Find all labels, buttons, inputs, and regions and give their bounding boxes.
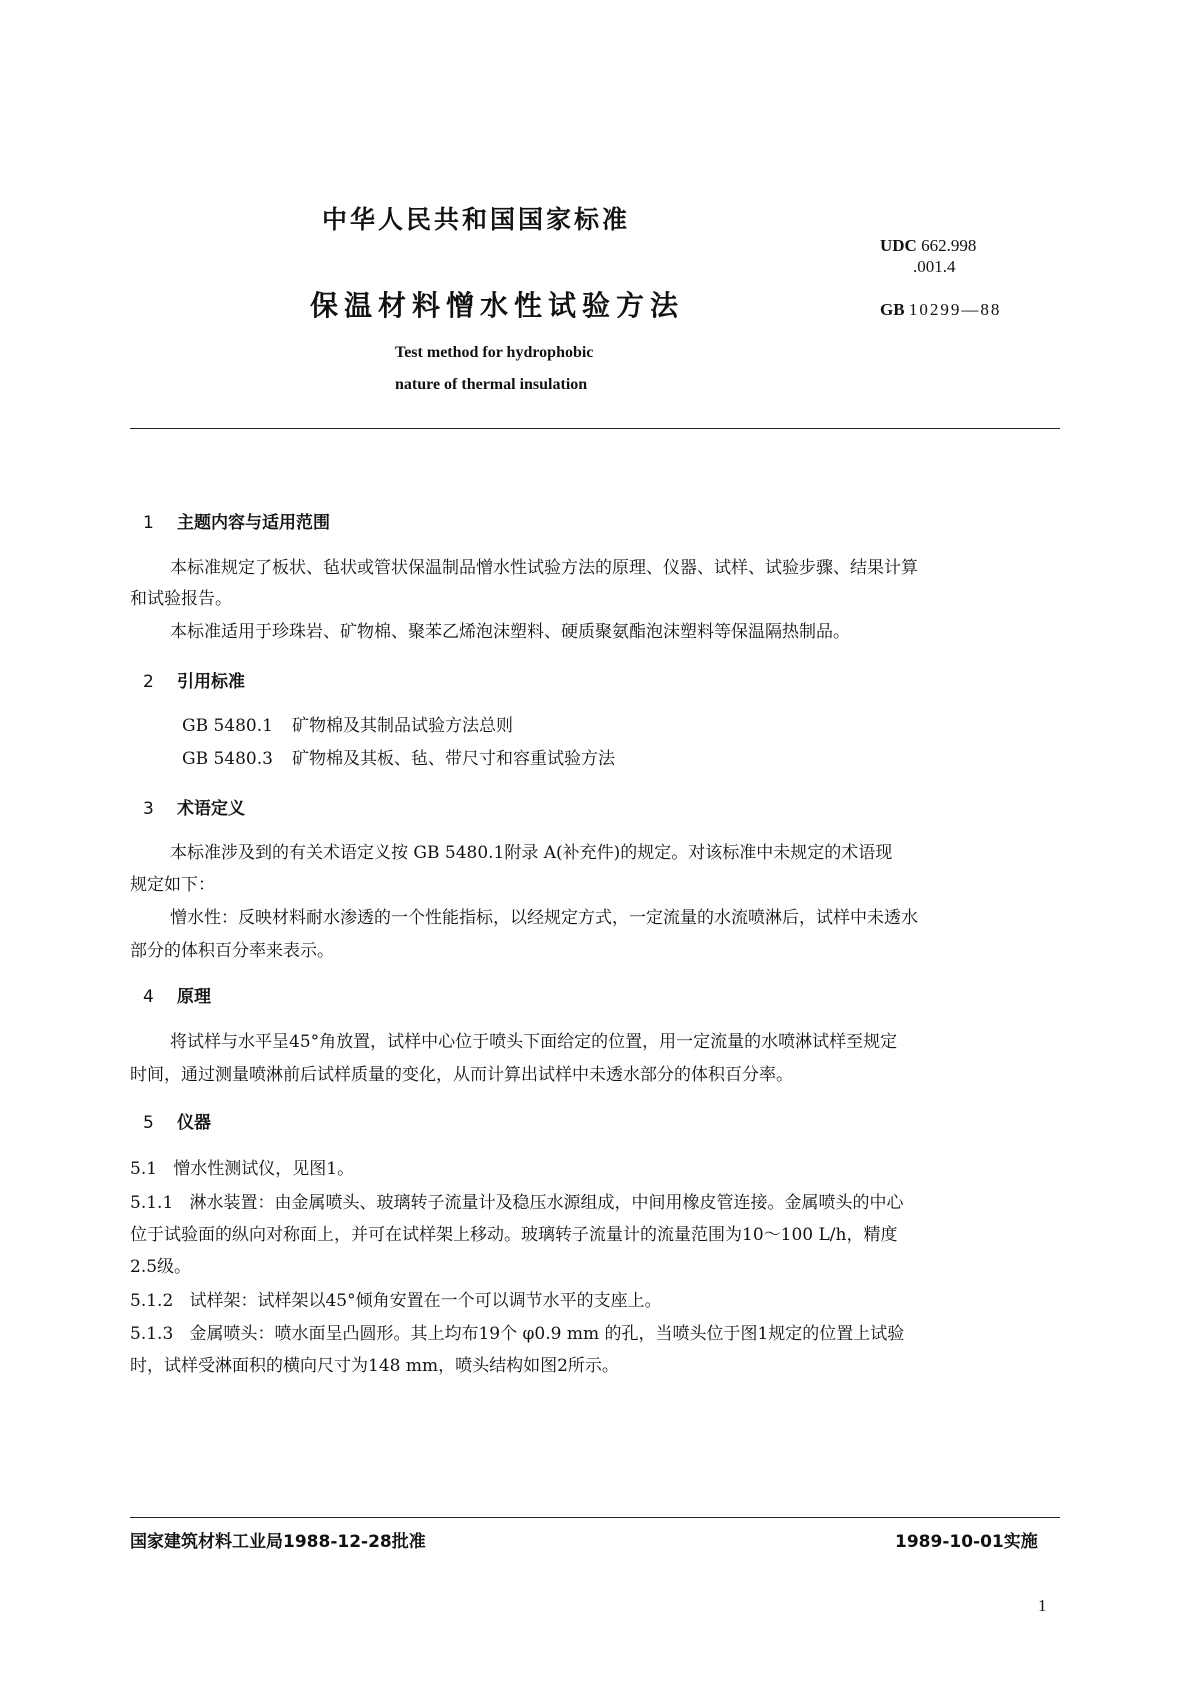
reference-code: GB 5480.1 bbox=[182, 716, 273, 736]
section-3-para-1-line-1: 本标准涉及到的有关术语定义按 GB 5480.1附录 A(补充件)的规定。对该标准中未规定的术语现 bbox=[170, 843, 893, 863]
section-3-number: 3 bbox=[143, 799, 154, 819]
section-3-para-1-line-2: 规定如下： bbox=[130, 875, 215, 895]
header-divider bbox=[130, 428, 1060, 429]
footer-divider bbox=[130, 1517, 1060, 1518]
reference-code: GB 5480.3 bbox=[182, 749, 273, 769]
page-number: 1 bbox=[1038, 1596, 1047, 1615]
clause-5-1-1-line-2: 位于试验面的纵向对称面上，并可在试样架上移动。玻璃转子流量计的流量范围为10～100 L/h，精度 bbox=[130, 1225, 898, 1245]
clause-5-1: 5.1 憎水性测试仪，见图1。 bbox=[130, 1159, 355, 1179]
section-4-title: 原理 bbox=[177, 987, 211, 1007]
section-4-para-line-2: 时间，通过测量喷淋前后试样质量的变化，从而计算出试样中未透水部分的体积百分率。 bbox=[130, 1065, 793, 1085]
section-1-para-1-line-1: 本标准规定了板状、毡状或管状保温制品憎水性试验方法的原理、仪器、试样、试验步骤、结果计算 bbox=[170, 558, 918, 578]
effective-date-line: 1989-10-01实施 bbox=[895, 1532, 1038, 1552]
gb-number bbox=[880, 300, 1001, 320]
udc-value-2: .001.4 bbox=[913, 257, 956, 276]
section-4-para-line-1: 将试样与水平呈45°角放置，试样中心位于喷头下面给定的位置，用一定流量的水喷淋试样至规定 bbox=[170, 1032, 898, 1052]
clause-5-1-3-line-1: 5.1.3 金属喷头：喷水面呈凸圆形。其上均布19个 φ0.9 mm 的孔，当喷头位于图1规定的位置上试验 bbox=[130, 1324, 905, 1344]
section-3-title: 术语定义 bbox=[177, 799, 245, 819]
section-5-title: 仪器 bbox=[177, 1113, 211, 1133]
document-title-en-line2: nature of thermal insulation bbox=[395, 376, 588, 393]
section-1-number: 1 bbox=[143, 513, 154, 533]
section-1-para-1-line-2: 和试验报告。 bbox=[130, 589, 232, 609]
gb-value: 10299—88 bbox=[908, 300, 1002, 319]
section-4-number: 4 bbox=[143, 987, 154, 1007]
reference-item bbox=[182, 744, 615, 774]
section-1-para-2: 本标准适用于珍珠岩、矿物棉、聚苯乙烯泡沫塑料、硬质聚氨酯泡沫塑料等保温隔热制品。 bbox=[170, 622, 850, 642]
section-3-heading bbox=[143, 794, 245, 819]
clause-5-1-1-line-3: 2.5级。 bbox=[130, 1257, 192, 1277]
section-3-para-2-line-1: 憎水性：反映材料耐水渗透的一个性能指标，以经规定方式，一定流量的水流喷淋后，试样中未透水 bbox=[170, 908, 918, 928]
approval-line: 国家建筑材料工业局1988-12-28批准 bbox=[130, 1532, 426, 1552]
document-title-en-line1: Test method for hydrophobic bbox=[395, 344, 594, 361]
gb-label: GB bbox=[880, 300, 905, 319]
udc-label: UDC bbox=[880, 236, 917, 255]
section-5-heading bbox=[143, 1108, 211, 1133]
national-standard-heading: 中华人民共和国国家标准 bbox=[322, 205, 631, 234]
clause-5-1-3-line-2: 时，试样受淋面积的横向尺寸为148 mm，喷头结构如图2所示。 bbox=[130, 1356, 619, 1376]
section-2-number: 2 bbox=[143, 672, 154, 692]
udc-code-line1 bbox=[880, 236, 976, 256]
clause-5-1-1-line-1: 5.1.1 淋水装置：由金属喷头、玻璃转子流量计及稳压水源组成，中间用橡皮管连接。金属喷头的中心 bbox=[130, 1193, 904, 1213]
section-2-title: 引用标准 bbox=[177, 672, 245, 692]
section-1-heading bbox=[143, 508, 330, 533]
reference-item bbox=[182, 711, 513, 741]
reference-name: 矿物棉及其板、毡、带尺寸和容重试验方法 bbox=[292, 749, 615, 769]
clause-5-1-2: 5.1.2 试样架：试样架以45°倾角安置在一个可以调节水平的支座上。 bbox=[130, 1291, 662, 1311]
section-5-number: 5 bbox=[143, 1113, 154, 1133]
section-4-heading bbox=[143, 982, 211, 1007]
section-1-title: 主题内容与适用范围 bbox=[177, 513, 330, 533]
section-2-heading bbox=[143, 667, 245, 692]
udc-value-1: 662.998 bbox=[921, 236, 977, 255]
reference-name: 矿物棉及其制品试验方法总则 bbox=[292, 716, 513, 736]
section-3-para-2-line-2: 部分的体积百分率来表示。 bbox=[130, 941, 334, 961]
document-title-cn: 保温材料憎水性试验方法 bbox=[310, 289, 685, 322]
